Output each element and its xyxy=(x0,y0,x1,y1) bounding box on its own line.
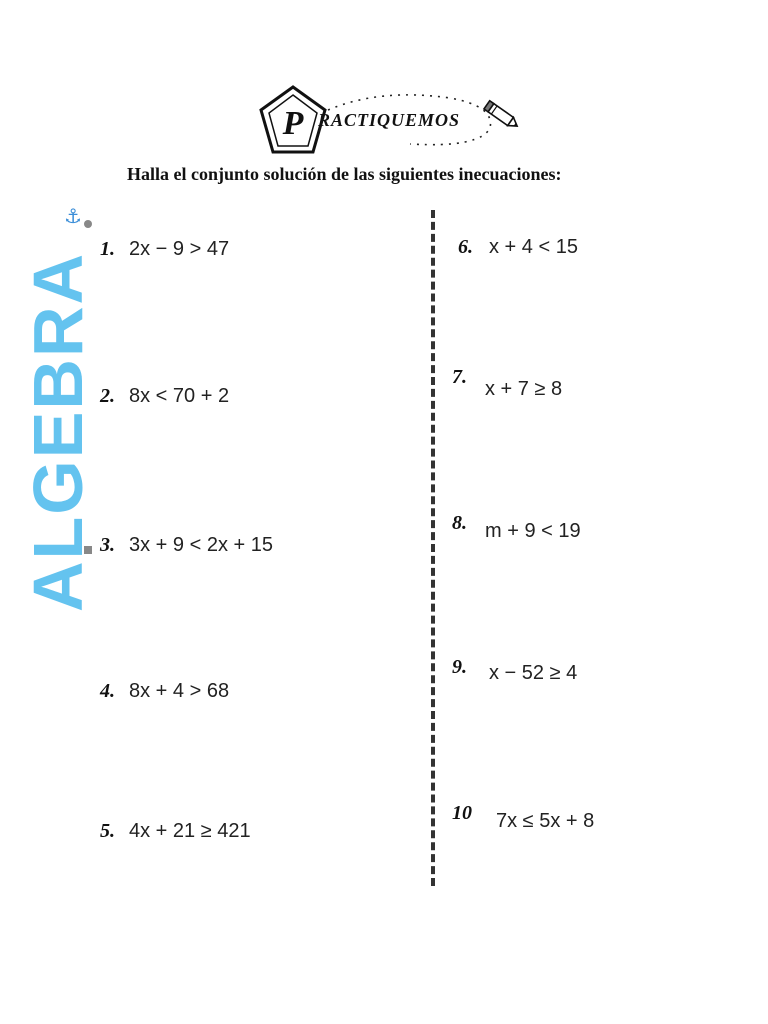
problem-item-4 xyxy=(100,680,229,703)
anchor-dot xyxy=(84,220,92,228)
problem-item-6 xyxy=(458,236,578,259)
problem-number: 4. xyxy=(100,680,115,702)
problem-number: 8. xyxy=(452,512,467,534)
problem-expression: 4x + 21 ≥ 421 xyxy=(129,820,251,842)
side-title-algebra: ALGEBRA xyxy=(19,251,97,613)
problem-number: 2. xyxy=(100,385,115,407)
problem-item-9 xyxy=(452,656,578,684)
problem-item-7 xyxy=(452,366,563,400)
problem-expression: 2x − 9 > 47 xyxy=(129,238,230,260)
problem-number: 5. xyxy=(100,820,115,842)
problem-expression: 8x < 70 + 2 xyxy=(129,385,230,407)
problem-item-1 xyxy=(100,238,229,261)
pencil-icon xyxy=(480,96,522,136)
problem-expression: 7x ≤ 5x + 8 xyxy=(496,810,595,832)
problem-item-5 xyxy=(100,820,251,843)
problem-number: 9. xyxy=(452,656,467,678)
problem-item-10 xyxy=(452,802,595,832)
problem-expression: 8x + 4 > 68 xyxy=(129,680,230,702)
anchor-icon: ⚓ xyxy=(64,204,82,228)
problem-number: 1. xyxy=(100,238,115,260)
header-word: RACTIQUEMOS xyxy=(318,110,461,130)
problem-expression: 3x + 9 < 2x + 15 xyxy=(129,534,273,556)
problem-number: 10 xyxy=(452,802,472,824)
problem-expression: x + 4 < 15 xyxy=(489,236,578,258)
problem-number: 3. xyxy=(100,534,115,556)
instructions-text: Halla el conjunto solución de las siguientes inecuaciones: xyxy=(127,164,562,184)
problem-item-2 xyxy=(100,385,229,408)
problem-expression: x − 52 ≥ 4 xyxy=(489,662,578,684)
problem-number: 7. xyxy=(452,366,467,388)
problem-expression: m + 9 < 19 xyxy=(485,520,581,542)
logo-letter: P xyxy=(282,105,304,142)
column-divider xyxy=(431,210,435,886)
problem-expression: x + 7 ≥ 8 xyxy=(485,378,563,400)
problem-item-8 xyxy=(452,512,581,542)
problem-number: 6. xyxy=(458,236,473,258)
problem-item-3 xyxy=(100,534,273,557)
